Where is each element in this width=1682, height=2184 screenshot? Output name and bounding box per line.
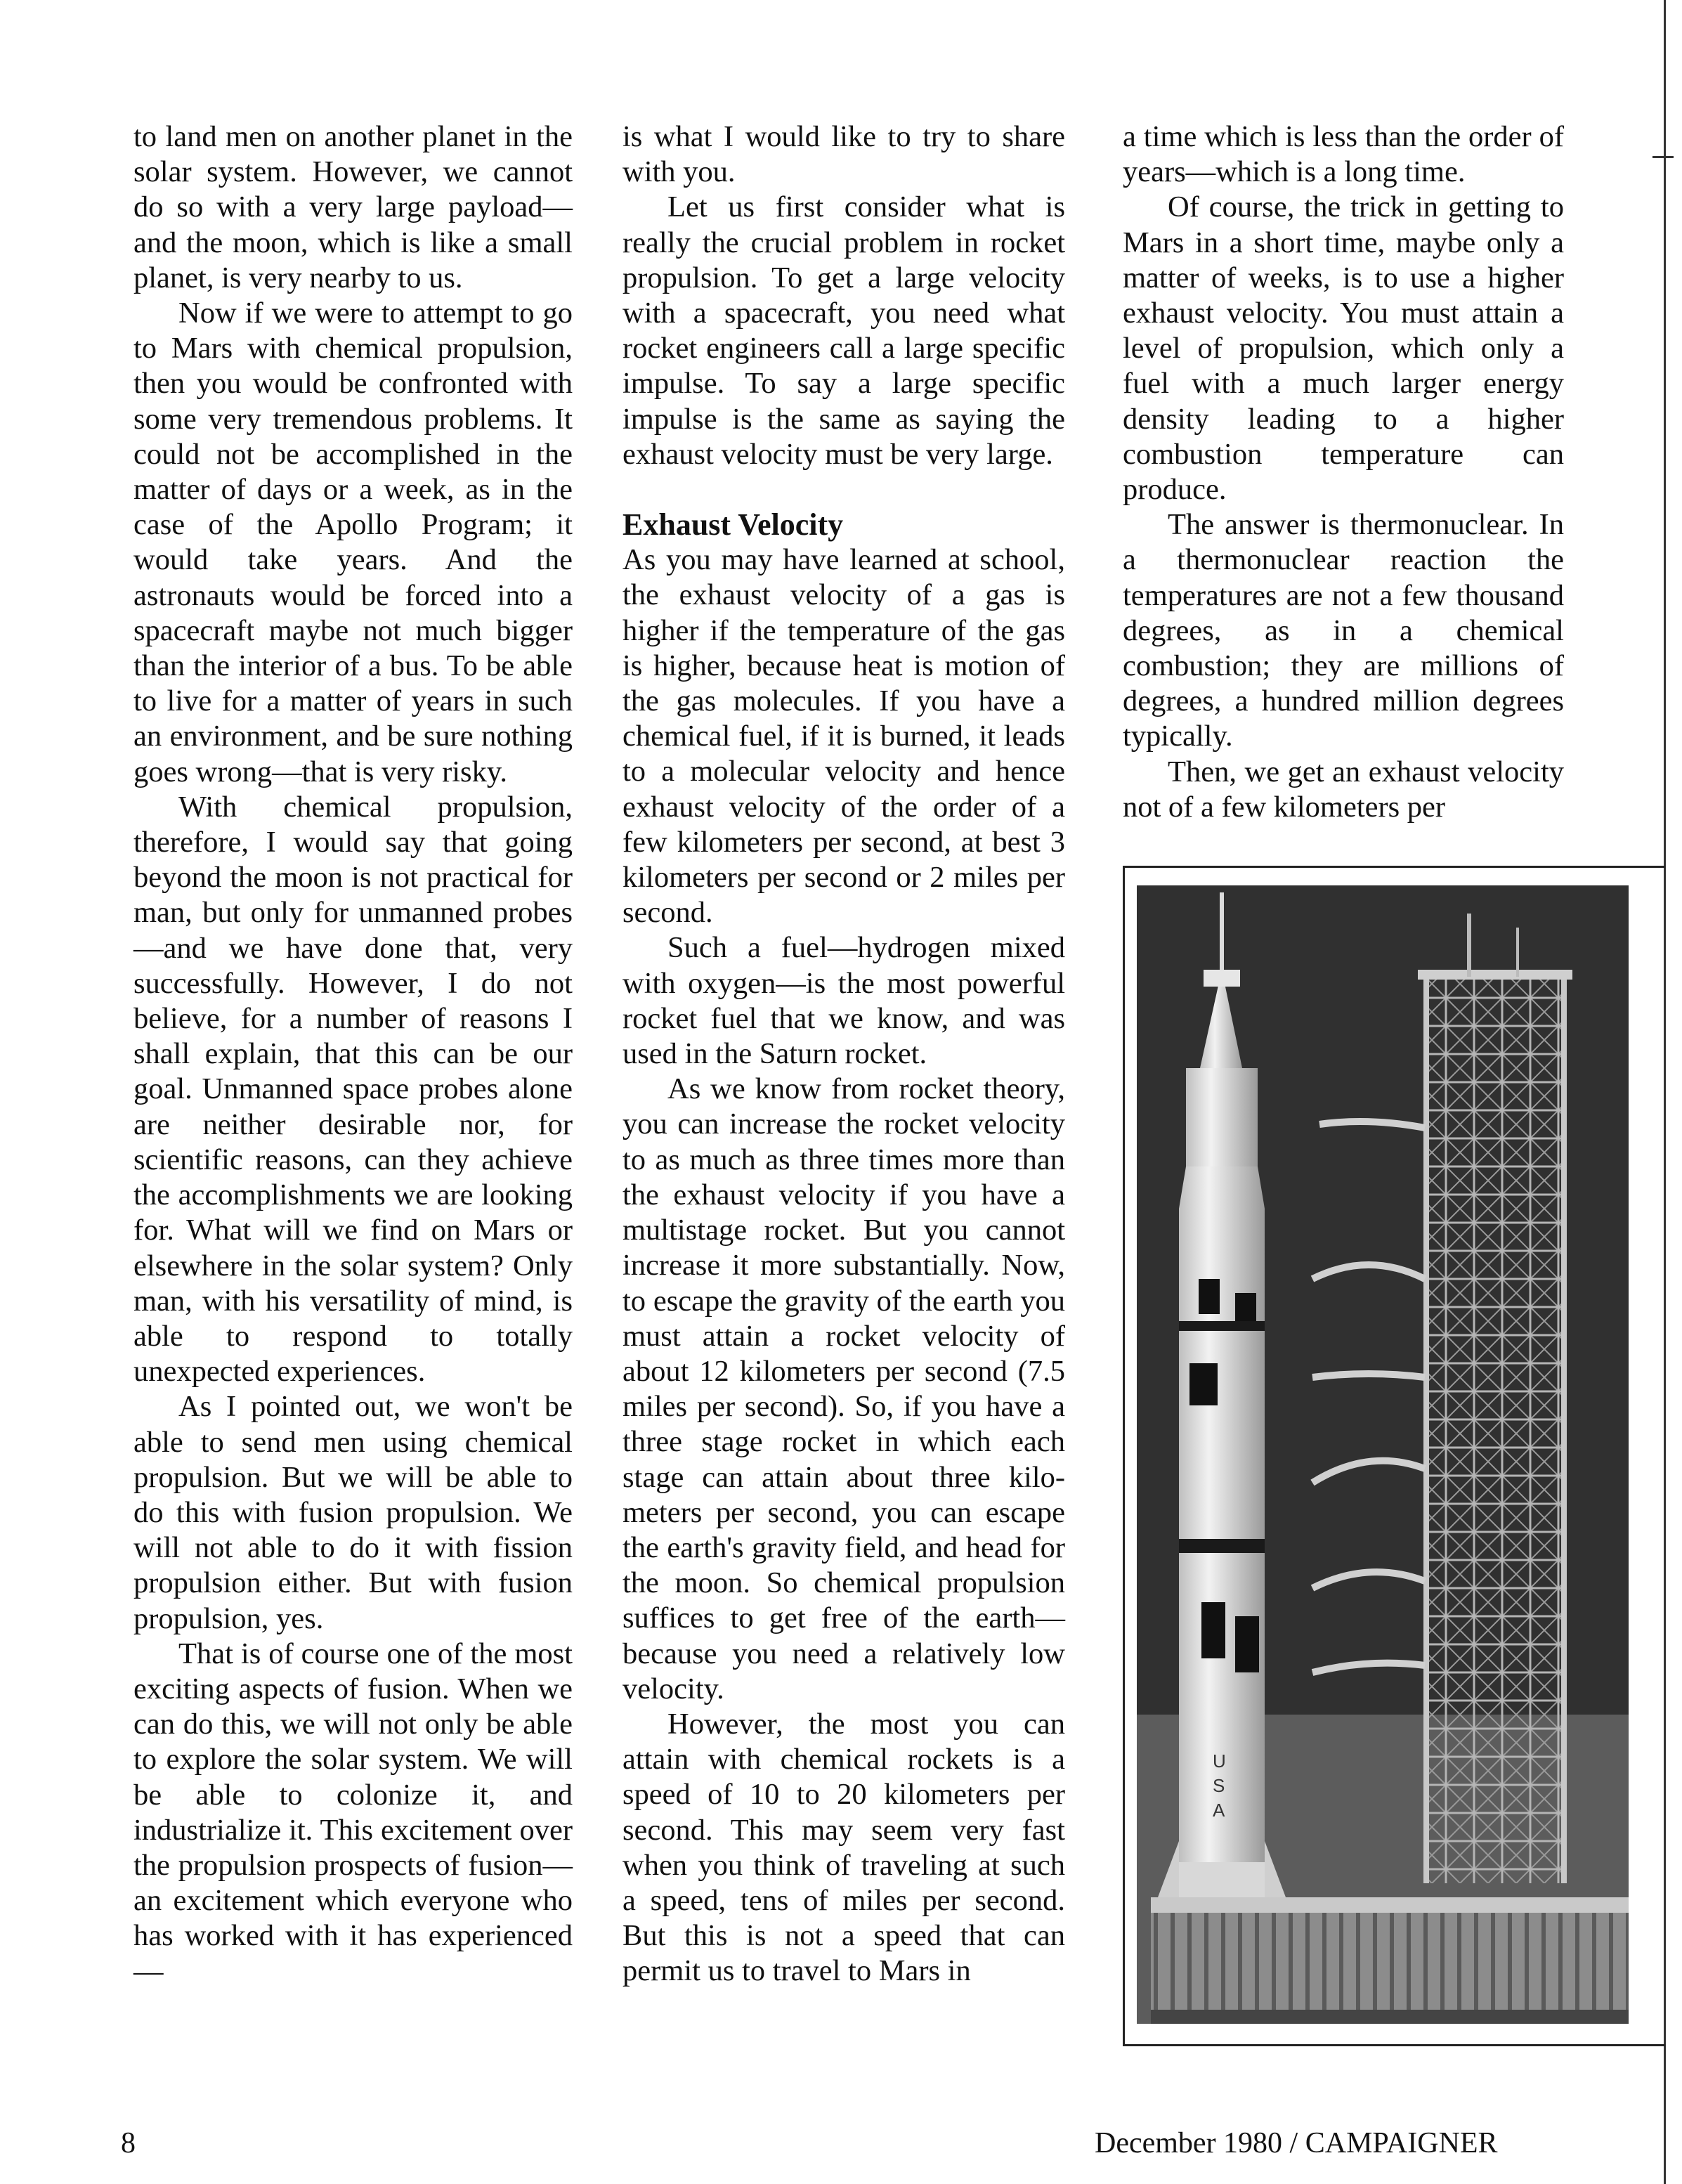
issue-line: December 1980 / CAMPAIGNER: [1095, 2127, 1498, 2159]
paragraph: However, the most you can attain with chemical rockets is a speed of 10 to 20 kilometers per second. This may seem very fast when you think of traveling at such a speed, tens of miles per second. But this is not a speed that can permit us to travel to Mars in: [622, 1707, 1065, 1988]
paragraph: to land men on another planet in the solar system. However, we cannot do so with a very large payload—and the moon, which is like a small planet, is very nearby to us.: [133, 120, 573, 294]
mobile-launcher-base: [1151, 1897, 1629, 2024]
paragraph: Now if we were to attempt to go to Mars with chemical propulsion, then you would be confronted with some very tremendous problems. It could not be accomplished in the matter of days or a week, as in the case of the Apollo Program; it would take years. And the astronauts would be forced into a spacecraft maybe not much bigger than the interior of a bus. To be able to live for a matter of years in such an environment, and be sure nothing goes wrong—that is very risky.: [133, 297, 573, 788]
paragraph: Then, we get an exhaust velocity not of a few kilometers per: [1123, 755, 1564, 824]
paragraph: That is of course one of the most exciting aspects of fusion. When we can do this, we will not only be able to explore the solar system. We will be able to colonize it, and industrialize it. This excitement over the propulsion prospects of fusion—an excitement which everyone who has worked with it has experienced—: [133, 1637, 573, 1988]
paragraph: As we know from rocket theory, you can increase the rocket velocity to as much as three times more than the exhaust velocity if you have a multistage rocket. But you cannot increase it more substantially. Now, to escape the gravity of the earth you must attain a rocket velocity of about 12 kilometers per second (7.5 miles per second). So, if you have a three stage rocket in which each stage can attain about three kilometers per second, you can escape the earth's gravity field, and head for the moon. So chemical propulsion suffices to get free of the earth—because you need a relatively low velocity.: [622, 1072, 1065, 1705]
rocket-photo: [1137, 885, 1629, 2024]
launch-tower: [1418, 914, 1572, 1883]
rocket-marking-a: A: [1213, 1800, 1225, 1821]
paragraph: Of course, the trick in getting to Mars in a short time, maybe only a matter of weeks, is to use a higher exhaust velocity. You must attain a level of propulsion, which only a fuel with a much larger energy density leading to a higher combustion temperature can produce.: [1123, 190, 1564, 507]
paragraph: Let us first consider what is really the crucial problem in rocket propulsion. To get a large velocity with a spacecraft, you need what rocket engineers call a large specific impulse. To say a large specific impulse is the same as saying the exhaust velocity must be very large.: [622, 190, 1065, 471]
section-heading: Exhaust Velocity: [622, 507, 844, 542]
article-column-2: [622, 119, 1065, 1989]
rocket-marking-s: S: [1213, 1775, 1225, 1796]
paragraph: a time which is less than the order of years—which is a long time.: [1123, 120, 1564, 189]
paragraph: With chemical propulsion, therefore, I would say that going beyond the moon is not practical for man, but only for unmanned probes—and we have done that, very successfully. However, I do not believe, for a number of reasons I shall explain, that this can be our goal. Unmanned space probes alone are neither desirable nor, for scientific reasons, can they achieve the accomplishments we are looking for. What will we find on Mars or elsewhere in the solar system? Only man, with his versatility of mind, is able to respond to totally unexpected experiences.: [133, 790, 573, 1389]
paragraph: is what I would like to try to share with you.: [622, 120, 1065, 189]
rocket-marking-u: U: [1213, 1750, 1226, 1772]
page-number: 8: [121, 2127, 136, 2159]
article-column-1: [133, 119, 573, 1989]
saturn-rocket-illustration: [1137, 885, 1629, 2024]
article-column-3: [1123, 119, 1564, 825]
paragraph: As I pointed out, we won't be able to send men using chemical propulsion. But we will be able to do this with fusion propulsion. We will not able to do it with fission propulsion either. But with fusion propulsion, yes.: [133, 1390, 573, 1635]
paragraph: As you may have learned at school, the exhaust velocity of a gas is higher if the temperature of the gas is higher, because heat is motion of the gas molecules. If you have a chemical fuel, if it is burned, it leads to a molecular velocity and hence exhaust velocity of the order of a few kilometers per second, at best 3 kilometers per second or 2 miles per second.: [622, 543, 1065, 930]
paragraph: Such a fuel—hydrogen mixed with oxygen—is the most powerful rocket fuel that we know, and was used in the Saturn rocket.: [622, 931, 1065, 1071]
paragraph: The answer is thermonuclear. In a thermonuclear reaction the temperatures are not a few thousand degrees, as in a chemical combustion; they are millions of degrees, a hundred million degrees typically.: [1123, 508, 1564, 753]
margin-tick: [1652, 156, 1674, 158]
